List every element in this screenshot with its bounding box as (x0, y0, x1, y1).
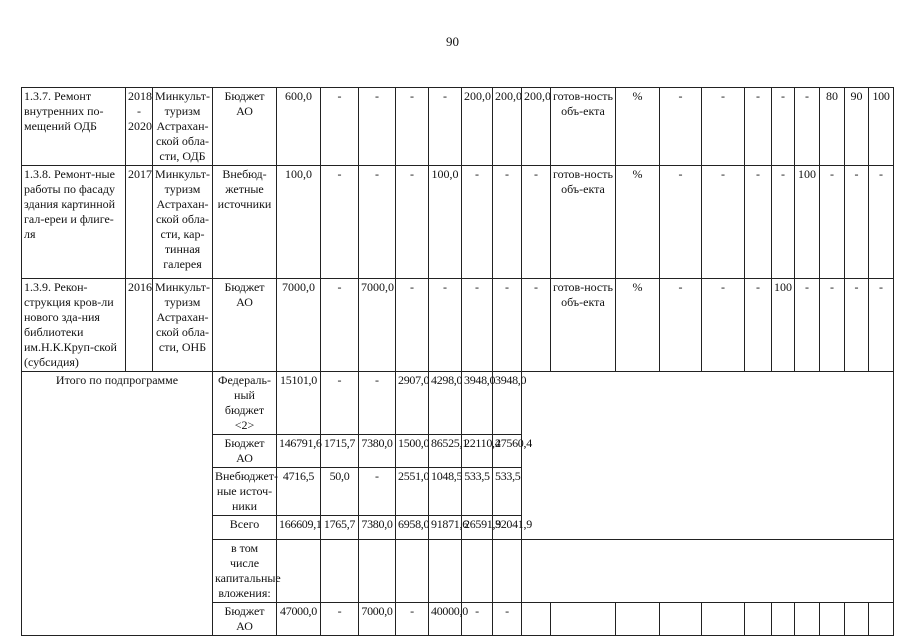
totals-2017 (429, 540, 462, 603)
indicator-2015: - (745, 88, 772, 166)
totals-2019: 533,5 (493, 468, 522, 516)
totals-2015: 7380,0 (359, 516, 396, 540)
empty-cell (745, 603, 772, 636)
empty-cell (522, 603, 551, 636)
indicator-unit: % (616, 88, 660, 166)
funding-2018: - (462, 166, 493, 279)
totals-2014: - (321, 372, 359, 435)
page-number: 90 (446, 34, 459, 49)
measure-name: 1.3.9. Рекон-струкция кров-ли нового зда-ния библиотеки им.Н.К.Круп-ской (субсидия) (22, 279, 126, 372)
indicator-2015: - (745, 166, 772, 279)
funding-2017: - (429, 88, 462, 166)
funding-2016: - (396, 166, 429, 279)
indicator-2013: - (660, 279, 702, 372)
funding-2014: - (321, 88, 359, 166)
totals-2016: 1500,0 (396, 435, 429, 468)
measure-executor: Минкульт-туризм Астрахан-ской обла-сти, ОНБ (153, 279, 213, 372)
totals-2014: 1765,7 (321, 516, 359, 540)
indicator-2017: - (795, 279, 820, 372)
indicator-name: готов-ность объ-екта (551, 166, 616, 279)
indicator-2020: - (869, 279, 894, 372)
table-row (22, 166, 894, 279)
totals-total: 4716,5 (277, 468, 321, 516)
indicator-unit: % (616, 279, 660, 372)
totals-total: 166609,1 (277, 516, 321, 540)
indicator-2018: - (820, 279, 845, 372)
funding-total: 7000,0 (277, 279, 321, 372)
totals-2019: 3948,0 (493, 372, 522, 435)
funding-source: Бюджет АО (213, 279, 277, 372)
totals-2016: 6958,0 (396, 516, 429, 540)
totals-row (22, 372, 894, 435)
totals-source: Внебюджет-ные источ-ники (213, 468, 277, 516)
measure-name: 1.3.7. Ремонт внутренних по-мещений ОДБ (22, 88, 126, 166)
totals-2018: - (462, 603, 493, 636)
totals-2017: 4298,0 (429, 372, 462, 435)
funding-2015: - (359, 166, 396, 279)
funding-2020: 200,0 (522, 88, 551, 166)
totals-total (277, 540, 321, 603)
totals-2016 (396, 540, 429, 603)
totals-2018: 22110,4 (462, 435, 493, 468)
totals-source: Федераль-ный бюджет <2> (213, 372, 277, 435)
totals-2019: 32041,9 (493, 516, 522, 540)
program-table (21, 87, 894, 636)
measure-executor: Минкульт-туризм Астрахан-ской обла-сти, кар-тинная галерея (153, 166, 213, 279)
totals-2015 (359, 540, 396, 603)
funding-2016: - (396, 88, 429, 166)
funding-2016: - (396, 279, 429, 372)
totals-2014 (321, 540, 359, 603)
totals-2014: 1715,7 (321, 435, 359, 468)
funding-source: Бюджет АО (213, 88, 277, 166)
indicator-2017: 100 (795, 166, 820, 279)
totals-2018: 3948,0 (462, 372, 493, 435)
table-row (22, 88, 894, 166)
totals-2017: 91871,6 (429, 516, 462, 540)
indicator-2020: - (869, 166, 894, 279)
funding-2014: - (321, 166, 359, 279)
empty-cell (660, 603, 702, 636)
indicator-2014: - (702, 88, 745, 166)
totals-source: в том числе капитальные вложения: (213, 540, 277, 603)
indicator-name: готов-ность объ-екта (551, 279, 616, 372)
empty-cell (772, 603, 795, 636)
measure-executor: Минкульт-туризм Астрахан-ской обла-сти, ОДБ (153, 88, 213, 166)
funding-total: 100,0 (277, 166, 321, 279)
indicator-2015: - (745, 279, 772, 372)
funding-2015: - (359, 88, 396, 166)
indicator-2016: 100 (772, 279, 795, 372)
funding-2019: 200,0 (493, 88, 522, 166)
indicator-2016: - (772, 166, 795, 279)
funding-2018: - (462, 279, 493, 372)
totals-2015: 7000,0 (359, 603, 396, 636)
empty-cell (795, 603, 820, 636)
empty-cell (820, 603, 845, 636)
totals-2017: 1048,5 (429, 468, 462, 516)
funding-2017: - (429, 279, 462, 372)
indicator-2019: 90 (845, 88, 869, 166)
totals-total: 146791,6 (277, 435, 321, 468)
indicator-2016: - (772, 88, 795, 166)
funding-2018: 200,0 (462, 88, 493, 166)
empty-cell (702, 603, 745, 636)
indicator-unit: % (616, 166, 660, 279)
indicator-2018: - (820, 166, 845, 279)
totals-source: Бюджет АО (213, 435, 277, 468)
empty-cell (869, 603, 894, 636)
measure-year: 2017 (126, 166, 153, 279)
measure-year: 2016 (126, 279, 153, 372)
funding-2017: 100,0 (429, 166, 462, 279)
funding-2015: 7000,0 (359, 279, 396, 372)
funding-source: Внебюд-жетные источники (213, 166, 277, 279)
indicator-2020: 100 (869, 88, 894, 166)
indicator-2014: - (702, 279, 745, 372)
totals-2019: - (493, 603, 522, 636)
funding-total: 600,0 (277, 88, 321, 166)
totals-2016: 2551,0 (396, 468, 429, 516)
totals-2017: 40000,0 (429, 603, 462, 636)
totals-source: Бюджет АО (213, 603, 277, 636)
indicator-name: готов-ность объ-екта (551, 88, 616, 166)
totals-label: Итого по подпрограмме (22, 372, 213, 636)
indicator-2019: - (845, 279, 869, 372)
empty-cell (551, 603, 616, 636)
indicator-2018: 80 (820, 88, 845, 166)
funding-2014: - (321, 279, 359, 372)
totals-empty-area (522, 372, 894, 540)
totals-2018: 26591,9 (462, 516, 493, 540)
indicator-2013: - (660, 88, 702, 166)
totals-2014: - (321, 603, 359, 636)
table-row (22, 279, 894, 372)
totals-2018: 533,5 (462, 468, 493, 516)
totals-2019 (493, 540, 522, 603)
totals-source: Всего (213, 516, 277, 540)
funding-2019: - (493, 166, 522, 279)
measure-year: 2018 - 2020 (126, 88, 153, 166)
indicator-2017: - (795, 88, 820, 166)
totals-2015: 7380,0 (359, 435, 396, 468)
empty-cell (616, 603, 660, 636)
totals-total: 15101,0 (277, 372, 321, 435)
indicator-2019: - (845, 166, 869, 279)
totals-2015: - (359, 468, 396, 516)
totals-total: 47000,0 (277, 603, 321, 636)
measure-name: 1.3.8. Ремонт-ные работы по фасаду здания картинной гал-ереи и флиге-ля (22, 166, 126, 279)
funding-2020: - (522, 279, 551, 372)
indicator-2014: - (702, 166, 745, 279)
totals-2016: 2907,0 (396, 372, 429, 435)
totals-2016: - (396, 603, 429, 636)
totals-2017: 86525,1 (429, 435, 462, 468)
funding-2019: - (493, 279, 522, 372)
indicator-2013: - (660, 166, 702, 279)
totals-empty-area (522, 540, 894, 603)
empty-cell (845, 603, 869, 636)
totals-2014: 50,0 (321, 468, 359, 516)
totals-2019: 27560,4 (493, 435, 522, 468)
funding-2020: - (522, 166, 551, 279)
totals-2015: - (359, 372, 396, 435)
totals-2018 (462, 540, 493, 603)
